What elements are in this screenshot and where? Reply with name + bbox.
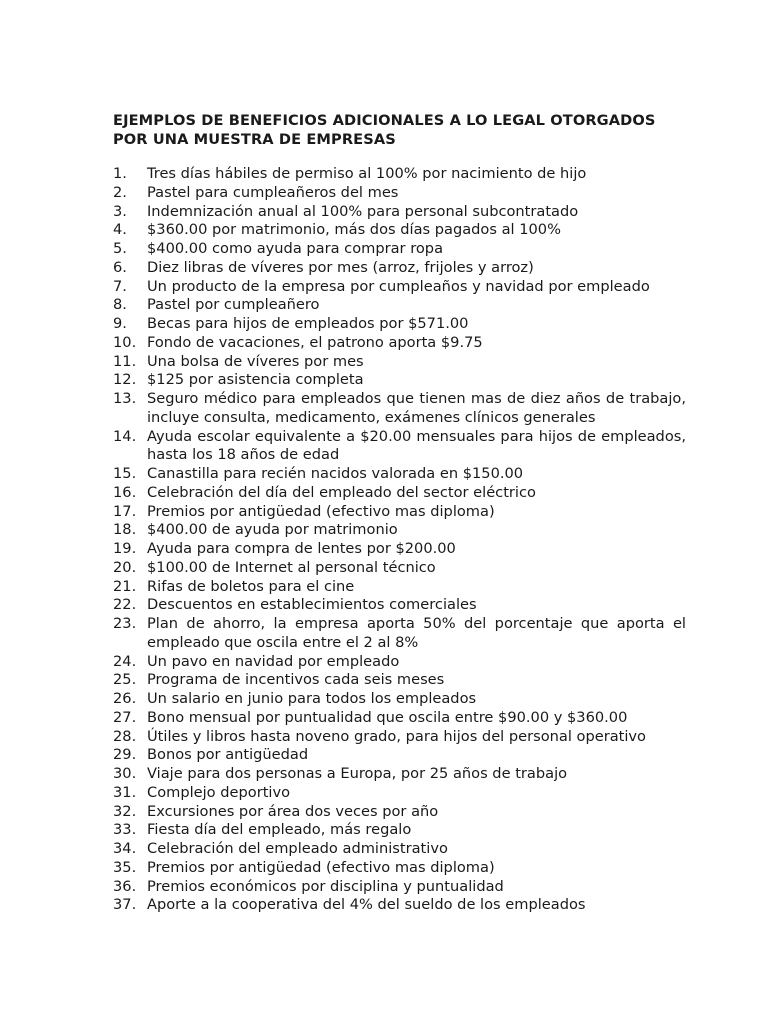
list-item-text: Bono mensual por puntualidad que oscila entre $90.00 y $360.00: [147, 708, 628, 726]
list-item-number: 14.: [113, 427, 137, 445]
list-item-text: Aporte a la cooperativa del 4% del sueldo de los empleados: [147, 896, 586, 914]
list-item: [113, 859, 686, 878]
list-item-number: 37.: [113, 896, 137, 914]
list-item-number: 21.: [113, 577, 137, 595]
list-item: [113, 484, 686, 503]
list-item-text: Una bolsa de víveres por mes: [147, 352, 364, 370]
list-item: [113, 371, 686, 390]
list-item-number: 15.: [113, 465, 137, 482]
list-item-text: Seguro médico para empleados que tienen mas de diez años de trabajo, incluye consulta, medicamento, exámenes clínicos generales: [147, 390, 686, 426]
list-item-text: Premios por antigüedad (efectivo mas diploma): [147, 502, 495, 520]
list-item-text: Ayuda para compra de lentes por $200.00: [147, 540, 456, 557]
list-item: [113, 165, 686, 184]
list-item-text: $125 por asistencia completa: [147, 371, 364, 389]
list-item-number: 35.: [113, 858, 137, 876]
list-item-text: Premios económicos por disciplina y puntualidad: [147, 877, 504, 895]
list-item: [113, 465, 686, 484]
list-item-number: 2.: [113, 183, 127, 201]
list-item-text: Tres días hábiles de permiso al 100% por nacimiento de hijo: [147, 165, 587, 182]
list-item: [113, 728, 686, 747]
list-item: [113, 203, 686, 222]
list-item-text: Celebración del día del empleado del sector eléctrico: [147, 483, 536, 501]
list-item-text: Fondo de vacaciones, el patrono aporta $9.75: [147, 333, 483, 351]
list-item: [113, 596, 686, 615]
list-item-text: Un producto de la empresa por cumpleaños y navidad por empleado: [147, 277, 650, 295]
list-item-number: 16.: [113, 483, 137, 501]
list-item-number: 28.: [113, 727, 137, 745]
list-item: [113, 353, 686, 372]
list-item-number: 19.: [113, 540, 137, 557]
document-page: [113, 111, 686, 915]
list-item-number: 9.: [113, 315, 127, 332]
list-item: [113, 334, 686, 353]
list-item-number: 23.: [113, 615, 137, 632]
list-item-number: 29.: [113, 746, 137, 764]
list-item-number: 5.: [113, 240, 127, 257]
list-item-text: $100.00 de Internet al personal técnico: [147, 558, 436, 576]
list-item-text: Indemnización anual al 100% para personal subcontratado: [147, 202, 579, 220]
list-item-number: 22.: [113, 596, 137, 614]
list-item-text: Diez libras de víveres por mes (arroz, frijoles y arroz): [147, 258, 534, 276]
list-item: [113, 259, 686, 278]
list-item: [113, 184, 686, 203]
list-item-number: 30.: [113, 765, 137, 782]
list-item: [113, 690, 686, 709]
list-item-text: Rifas de boletos para el cine: [147, 577, 355, 595]
list-item-number: 13.: [113, 390, 137, 407]
list-item-text: $360.00 por matrimonio, más dos días pagados al 100%: [147, 221, 561, 239]
list-item-text: $400.00 de ayuda por matrimonio: [147, 521, 398, 539]
list-item-number: 36.: [113, 877, 137, 895]
list-item: [113, 709, 686, 728]
list-item: [113, 765, 686, 784]
list-item-number: 11.: [113, 352, 137, 370]
list-item-text: Bonos por antigüedad: [147, 746, 309, 764]
list-item-number: 3.: [113, 202, 127, 220]
list-item-number: 27.: [113, 708, 137, 726]
list-item-text: Fiesta día del empleado, más regalo: [147, 821, 412, 839]
list-item-text: Pastel por cumpleañero: [147, 296, 320, 314]
list-item-text: Descuentos en establecimientos comerciales: [147, 596, 477, 614]
list-item-text: Un pavo en navidad por empleado: [147, 652, 400, 670]
list-item-number: 12.: [113, 371, 137, 389]
list-item-text: Viaje para dos personas a Europa, por 25 años de trabajo: [147, 765, 568, 782]
list-item: [113, 240, 686, 259]
list-item-text: Plan de ahorro, la empresa aporta 50% del porcentaje que aporta el empleado que oscila entre el 2 al 8%: [147, 615, 686, 651]
list-item-number: 17.: [113, 502, 137, 520]
list-item: [113, 278, 686, 297]
list-item-text: Un salario en junio para todos los empleados: [147, 690, 477, 707]
list-item-number: 34.: [113, 840, 137, 857]
list-item: [113, 559, 686, 578]
list-item: [113, 653, 686, 672]
list-item-text: $400.00 como ayuda para comprar ropa: [147, 240, 444, 257]
list-item-number: 6.: [113, 258, 127, 276]
list-item-text: Complejo deportivo: [147, 783, 291, 801]
list-item-number: 33.: [113, 821, 137, 839]
list-item: [113, 578, 686, 597]
list-item-text: Becas para hijos de empleados por $571.00: [147, 315, 469, 332]
list-item: [113, 840, 686, 859]
list-item-number: 18.: [113, 521, 137, 539]
list-item: [113, 296, 686, 315]
list-item-number: 31.: [113, 783, 137, 801]
list-item: [113, 671, 686, 690]
list-item-number: 26.: [113, 690, 137, 707]
list-item: [113, 803, 686, 822]
list-item: [113, 521, 686, 540]
list-item-number: 10.: [113, 333, 137, 351]
list-item-number: 32.: [113, 802, 137, 820]
list-item: [113, 878, 686, 897]
list-item: [113, 221, 686, 240]
list-item-text: Premios por antigüedad (efectivo mas diploma): [147, 858, 495, 876]
list-item: [113, 615, 686, 653]
list-item: [113, 390, 686, 428]
list-item-text: Excursiones por área dos veces por año: [147, 802, 439, 820]
list-item: [113, 315, 686, 334]
list-item: [113, 821, 686, 840]
list-item: [113, 540, 686, 559]
list-item-text: Programa de incentivos cada seis meses: [147, 671, 445, 689]
list-item-text: Canastilla para recién nacidos valorada en $150.00: [147, 465, 524, 482]
list-item: [113, 784, 686, 803]
list-item-number: 25.: [113, 671, 137, 689]
list-item: [113, 896, 686, 915]
document-title: EJEMPLOS DE BENEFICIOS ADICIONALES A LO LEGAL OTORGADOS POR UNA MUESTRA DE EMPRESAS: [113, 112, 656, 148]
list-item-number: 20.: [113, 558, 137, 576]
list-item-text: Celebración del empleado administrativo: [147, 840, 448, 857]
list-item: [113, 746, 686, 765]
list-item-number: 24.: [113, 652, 137, 670]
list-item: [113, 428, 686, 466]
list-item-number: 8.: [113, 296, 127, 314]
benefit-list: [113, 165, 686, 915]
list-item-number: 1.: [113, 165, 127, 182]
list-item-number: 4.: [113, 221, 127, 239]
list-item: [113, 503, 686, 522]
list-item-text: Útiles y libros hasta noveno grado, para hijos del personal operativo: [147, 727, 646, 745]
list-item-text: Pastel para cumpleañeros del mes: [147, 183, 399, 201]
list-item-number: 7.: [113, 277, 127, 295]
list-item-text: Ayuda escolar equivalente a $20.00 mensuales para hijos de empleados, hasta los 18 años de edad: [147, 427, 686, 464]
